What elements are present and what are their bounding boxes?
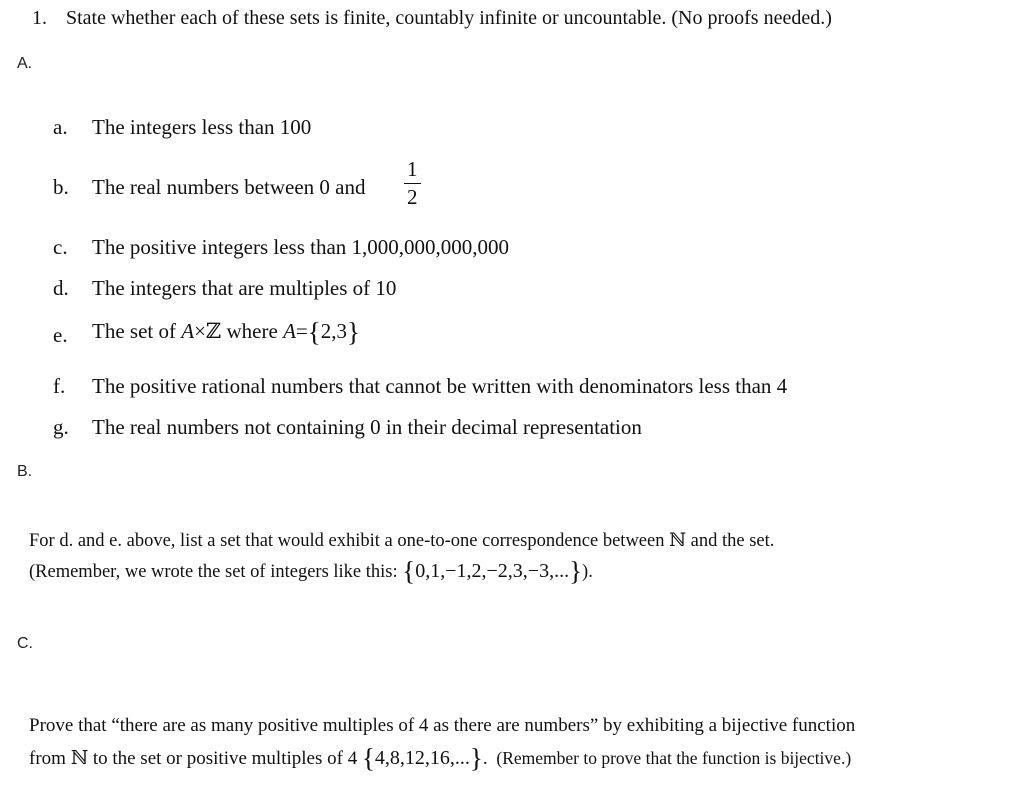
section-b-label: B. (17, 463, 33, 480)
item-letter: e. (53, 323, 68, 347)
naturals-symbol: ℕ (70, 748, 89, 769)
fraction-numerator: 1 (407, 157, 418, 181)
item-text: The positive rational numbers that cannot be written with denominators less than 4 (92, 374, 788, 398)
note: (Remember to prove that the function is bijective.) (496, 748, 852, 768)
set-body: 2,3 (320, 319, 347, 343)
item-letter: b. (53, 175, 69, 199)
math-set-a: A (283, 319, 296, 343)
item-letter: c. (53, 235, 68, 259)
section-b-line-2 (29, 558, 593, 585)
text: from (29, 748, 66, 769)
item-text (92, 319, 360, 346)
integers-symbol: ℤ (205, 319, 222, 343)
brace-close: } (469, 743, 483, 773)
math-set-a: A (181, 319, 195, 343)
section-c-line-2 (29, 745, 851, 772)
question-number: 1. (32, 7, 47, 29)
question-prompt: State whether each of these sets is finite, countably infinite or uncountable. (No proofs needed.) (66, 7, 832, 29)
fraction-one-half (404, 159, 421, 208)
times-symbol: × (194, 319, 206, 343)
item-letter: a. (53, 115, 68, 139)
fraction-bar (404, 183, 421, 184)
section-a-label: A. (17, 55, 33, 72)
naturals-symbol: ℕ (669, 531, 687, 551)
text-before: The set of (92, 319, 176, 343)
brace-close: } (569, 556, 583, 586)
text: and the set. (690, 531, 775, 551)
section-c-line-1: Prove that “there are as many positive multiples of 4 as there are numbers” by exhibiting a bijective function (29, 715, 856, 736)
item-letter: g. (53, 415, 69, 439)
brace-open: { (361, 743, 375, 773)
text-where: where (226, 319, 278, 343)
text: ). (582, 562, 593, 582)
integers-listing: 0,1,−1,2,−2,3,−3,... (415, 560, 570, 582)
multiples-listing: 4,8,12,16,... (374, 747, 470, 769)
text: (Remember, we wrote the set of integers like this: (29, 562, 398, 582)
brace-close: } (346, 317, 360, 347)
item-text: The real numbers between 0 and (92, 175, 366, 199)
text: For d. and e. above, list a set that would exhibit a one-to-one correspondence between (29, 531, 665, 551)
period: . (482, 748, 488, 769)
item-text: The integers less than 100 (92, 115, 312, 139)
brace-open: { (402, 556, 416, 586)
item-text: The real numbers not containing 0 in their decimal representation (92, 415, 642, 439)
item-letter: d. (53, 276, 69, 300)
brace-open: { (307, 317, 321, 347)
section-c-label: C. (17, 635, 33, 652)
equals-symbol: = (295, 319, 308, 343)
item-letter: f. (53, 374, 66, 398)
item-text: The integers that are multiples of 10 (92, 276, 397, 300)
fraction-denominator: 2 (407, 185, 418, 209)
text: to the set or positive multiples of 4 (92, 748, 358, 769)
section-b-line-1 (29, 530, 774, 552)
item-text: The positive integers less than 1,000,000,000,000 (92, 235, 510, 259)
